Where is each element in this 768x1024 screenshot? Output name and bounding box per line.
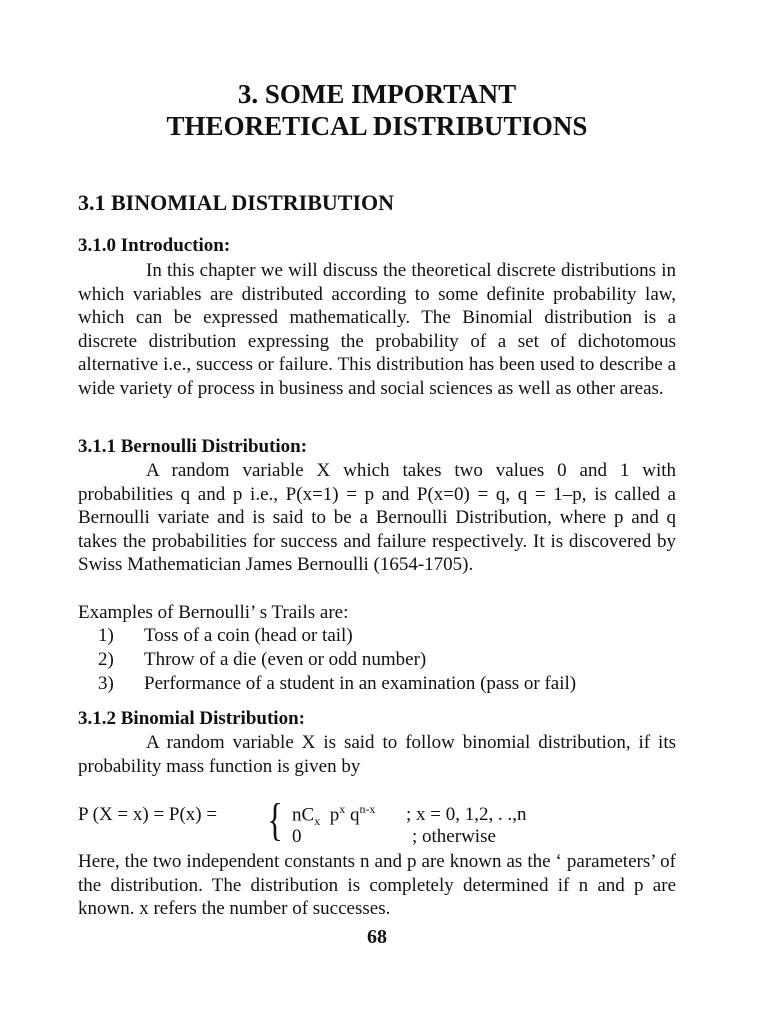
examples-list [98, 624, 576, 696]
chapter-title [78, 78, 676, 142]
list-item: 3) Performance of a student in an examination (pass or fail) [98, 673, 577, 694]
intro-paragraph: In this chapter we will discuss the theoretical discrete distributions in which variables are distributed according to some definite probability law, which can be expressed mathematically. The Binomial distribution is a discrete distribution expressing the probability of a set of dichotomous alternative i.e., success or failure. This distribution has been used to describe a wide variety of process in business and social sciences as well as other areas. [78, 260, 676, 399]
binomial-heading: 3.1.2 Binomial Distribution: [78, 708, 305, 729]
intro-heading: 3.1.0 Introduction: [78, 235, 231, 256]
left-brace: { [267, 794, 283, 845]
examples-label: Examples of Bernoulli’ s Trails are: [78, 602, 349, 623]
list-item: 1) Toss of a coin (head or tail) [98, 625, 353, 646]
list-item: 2) Throw of a die (even or odd number) [98, 649, 427, 670]
formula-condition-1: ; x = 0, 1,2, . .,n [406, 804, 527, 825]
page-number: 68 [367, 926, 387, 948]
pmf-formula [78, 796, 676, 848]
chapter-title-line2: THEORETICAL DISTRIBUTIONS [166, 111, 588, 141]
formula-case-2: 0 [292, 826, 302, 847]
chapter-title-line1: 3. SOME IMPORTANT [237, 79, 517, 109]
formula-case-1: $nC_x$ $p^x$ $q^{n-x}$ [292, 802, 376, 829]
bernoulli-paragraph: A random variable X which takes two values 0 and 1 with probabilities q and p i.e., P(x=1) = p and P(x=0) = q, q = 1–p, is called a Bernoulli variate and is said to be a Bernoulli Distribution, where p and q takes the probabilities for success and failure respectively. It is discovered by Swiss Mathematician James Bernoulli (1654-1705). [78, 460, 676, 576]
section-heading: 3.1 BINOMIAL DISTRIBUTION [78, 190, 395, 215]
formula-condition-2: ; otherwise [412, 826, 496, 847]
formula-lhs: P (X = x) = P(x) = [78, 804, 218, 825]
binomial-paragraph: A random variable X is said to follow binomial distribution, if its probability mass function is given by [78, 732, 676, 777]
parameters-paragraph: Here, the two independent constants n and p are known as the ‘ parameters’ of the distribution. The distribution is completely determined if n and p are known. x refers the number of successes. [78, 851, 676, 920]
bernoulli-heading: 3.1.1 Bernoulli Distribution: [78, 436, 308, 457]
